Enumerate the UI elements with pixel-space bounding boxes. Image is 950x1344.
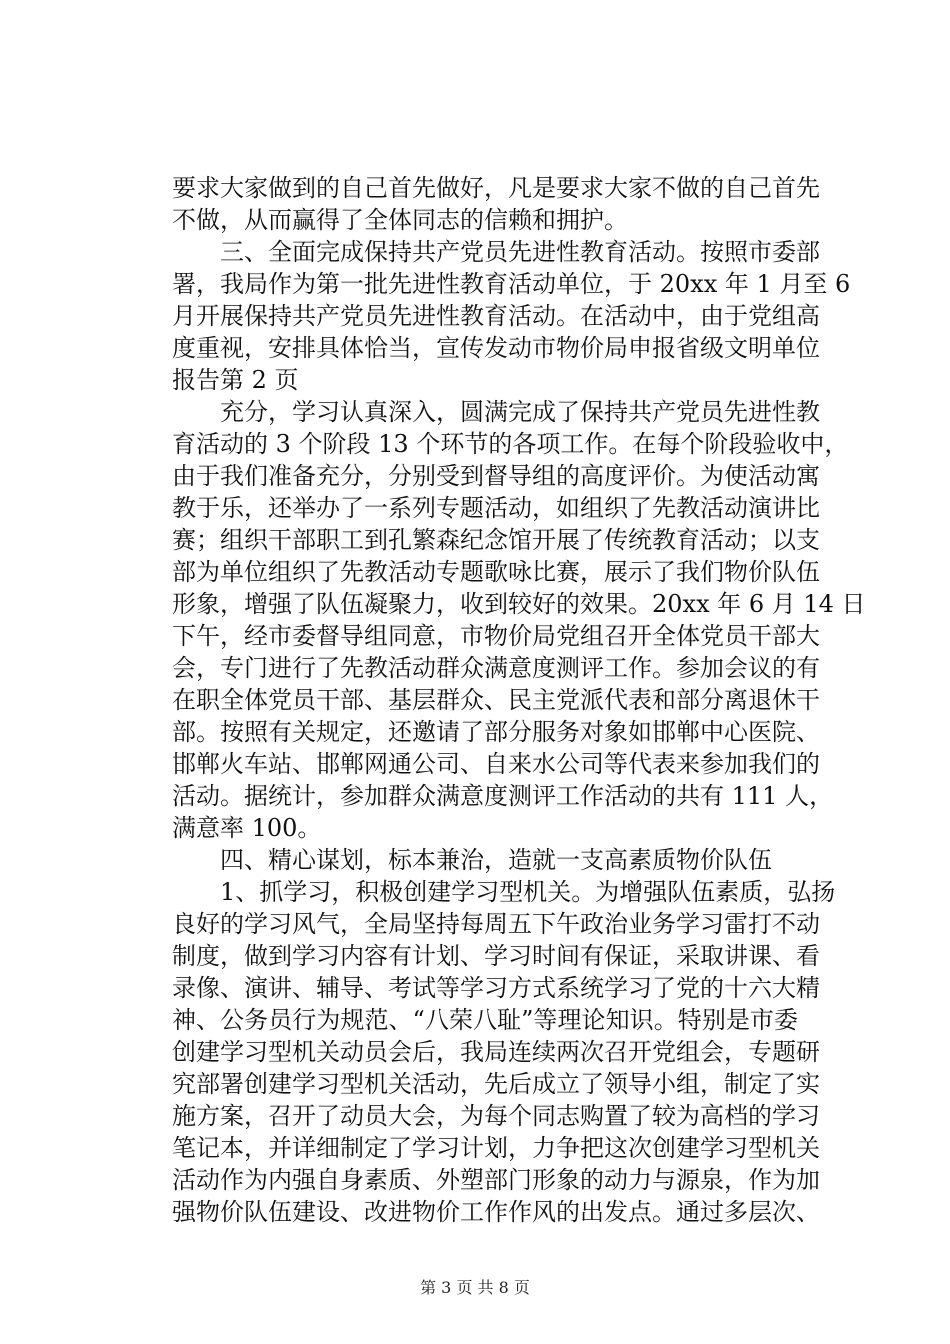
text-line: 制度，做到学习内容有计划、学习时间有保证，采取讲课、看 <box>172 942 820 970</box>
text-line: 会，专门进行了先教活动群众满意度测评工作。参加会议的有 <box>172 654 820 682</box>
text-line: 笔记本，并详细制定了学习计划，力争把这次创建学习型机关 <box>172 1134 820 1162</box>
text-line: 究部署创建学习型机关活动，先后成立了领导小组，制定了实 <box>172 1070 820 1098</box>
text-line: 赛；组织干部职工到孔繁森纪念馆开展了传统教育活动；以支 <box>172 526 820 554</box>
text-line: 活动。据统计，参加群众满意度测评工作活动的共有 111 人， <box>172 782 834 810</box>
document-body <box>172 172 866 1228</box>
text-line: 满意率 100。 <box>172 814 322 842</box>
text-line: 度重视，安排具体恰当，宣传发动市物价局申报省级文明单位 <box>172 334 820 362</box>
text-line: 部。按照有关规定，还邀请了部分服务对象如邯郸中心医院、 <box>172 718 820 746</box>
text-line: 不做，从而赢得了全体同志的信赖和拥护。 <box>172 206 628 234</box>
page-footer: 第 3 页 共 8 页 <box>420 1278 530 1297</box>
text-line: 良好的学习风气，全局坚持每周五下午政治业务学习雷打不动 <box>172 910 820 938</box>
text-line: 强物价队伍建设、改进物价工作作风的出发点。通过多层次、 <box>172 1198 820 1226</box>
text-line: 三、全面完成保持共产党员先进性教育活动。按照市委部 <box>172 238 820 266</box>
text-line: 施方案，召开了动员大会，为每个同志购置了较为高档的学习 <box>172 1102 820 1130</box>
text-line: 1、抓学习，积极创建学习型机关。为增强队伍素质，弘扬 <box>172 878 836 906</box>
section-heading: 四、精心谋划，标本兼治，造就一支高素质物价队伍 <box>172 846 772 874</box>
text-line: 育活动的 3 个阶段 13 个环节的各项工作。在每个阶段验收中， <box>172 430 849 458</box>
text-line: 月开展保持共产党员先进性教育活动。在活动中，由于党组高 <box>172 302 820 330</box>
text-line: 教于乐，还举办了一系列专题活动，如组织了先教活动演讲比 <box>172 494 820 522</box>
text-line: 创建学习型机关动员会后，我局连续两次召开党组会，专题研 <box>172 1038 820 1066</box>
text-line: 在职全体党员干部、基层群众、民主党派代表和部分离退休干 <box>172 686 820 714</box>
text-line: 部为单位组织了先教活动专题歌咏比赛，展示了我们物价队伍 <box>172 558 820 586</box>
text-line: 下午，经市委督导组同意，市物价局党组召开全体党员干部大 <box>172 622 820 650</box>
text-line: 充分，学习认真深入，圆满完成了保持共产党员先进性教 <box>172 398 820 426</box>
text-line: 形象，增强了队伍凝聚力，收到较好的效果。20xx 年 6 月 14 日 <box>172 590 866 618</box>
text-line: 署，我局作为第一批先进性教育活动单位，于 20xx 年 1 月至 6 <box>172 270 851 298</box>
text-line: 要求大家做到的自己首先做好，凡是要求大家不做的自己首先 <box>172 174 820 202</box>
text-line: 报告第 2 页 <box>172 366 299 394</box>
text-line: 邯郸火车站、邯郸网通公司、自来水公司等代表来参加我们的 <box>172 750 820 778</box>
text-line: 由于我们准备充分，分别受到督导组的高度评价。为使活动寓 <box>172 462 820 490</box>
text-line: 活动作为内强自身素质、外塑部门形象的动力与源泉，作为加 <box>172 1166 820 1194</box>
text-line: 录像、演讲、辅导、考试等学习方式系统学习了党的十六大精 <box>172 974 820 1002</box>
text-line: 神、公务员行为规范、“八荣八耻”等理论知识。特别是市委 <box>172 1006 798 1034</box>
